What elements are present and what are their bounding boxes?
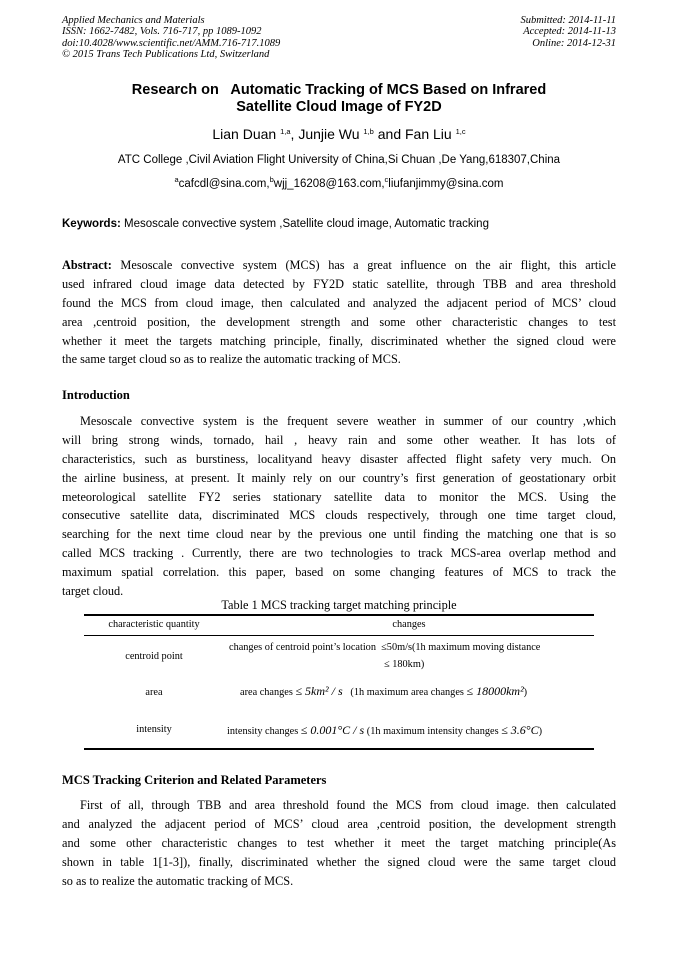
copyright-line: © 2015 Trans Tech Publications Ltd, Switzerland	[62, 48, 270, 60]
row3-change-max-label: (1h maximum intensity changes	[366, 726, 499, 737]
table-cell-quantity: area	[145, 687, 163, 698]
table-caption: Table 1 MCS tracking target matching principle	[221, 598, 457, 612]
submitted-date: Submitted: 2014-11-11	[520, 15, 616, 26]
author-3: Fan Liu	[405, 126, 452, 142]
issn-line: ISSN: 1662-7482, Vols. 716-717, pp 1089-1092	[62, 26, 262, 38]
journal-name: Applied Mechanics and Materials	[62, 15, 205, 26]
author-1-sup: 1,a	[280, 127, 291, 136]
row3-change-rate: ≤ 0.001°C / s	[300, 723, 365, 737]
keywords-label: Keywords:	[62, 218, 121, 230]
intro-line: searching for the next time cloud near by the previous one until finding the matching one that is so	[62, 527, 616, 542]
row2-change-max: ≤ 18000km²	[466, 684, 524, 698]
intro-line: will bring strong winds, tornado, hail , heavy rain and some other weather. It has lots of	[62, 432, 616, 447]
table-bottom-rule	[84, 748, 594, 750]
table-cell-quantity: centroid point	[125, 651, 183, 662]
accepted-date: Accepted: 2014-11-13	[523, 26, 616, 38]
abstract-line: found the MCS from cloud image, then calculated and analyzed the adjacent period of MCS’ cloud	[62, 295, 616, 310]
affiliation: ATC College ,Civil Aviation Flight University of China,Si Chuan ,De Yang,618307,China	[117, 154, 561, 166]
email-c: liufanjimmy@sina.com	[388, 178, 504, 190]
row2-change-rate: ≤ 5km² / s	[295, 684, 343, 698]
email-a: cafcdl@sina.com,	[178, 178, 270, 190]
row1-change-label: changes of centroid point’s location	[229, 642, 376, 653]
author-1: Lian Duan	[212, 126, 277, 142]
abstract-label: Abstract:	[62, 258, 112, 272]
author-3-sup: 1,c	[455, 127, 466, 136]
table-cell-change	[227, 723, 594, 738]
intro-line: target cloud.	[62, 584, 124, 599]
introduction-body	[62, 412, 616, 601]
row2-change-close: )	[523, 687, 528, 698]
keywords-text: Mesoscale convective system ,Satellite cloud image, Automatic tracking	[120, 218, 489, 230]
table-cell-quantity: intensity	[136, 724, 172, 735]
section2-line: First of all, through TBB and area threshold found the MCS from cloud image. then calculated	[80, 798, 616, 812]
table-cell-change	[240, 684, 594, 699]
section2-line: shown in table 1[1-3]), finally, discriminated whether the signed cloud were the same target cloud	[62, 854, 616, 869]
online-date: Online: 2014-12-31	[532, 37, 616, 49]
intro-line: Mesoscale convective system is the frequent severe weather in summer of our country ,which	[80, 414, 616, 428]
email-b-sup: b	[269, 175, 274, 184]
author-sep-2: and	[373, 126, 405, 142]
header-left	[62, 15, 280, 60]
author-2-sup: 1,b	[363, 127, 374, 136]
email-a-sup: a	[174, 175, 179, 184]
email-b: wjj_16208@163.com,	[273, 178, 385, 190]
intro-line: maximum spatial correlation. this paper, based on some changing features of MCS to track the	[62, 565, 616, 580]
author-sep-1: ,	[290, 126, 299, 142]
row2-change-max-label: (1h maximum area changes	[350, 687, 464, 698]
section2-line: and analyzed the adjacent period of MCS’ cloud area ,centroid position, the development strength	[62, 816, 616, 831]
table-header-changes: changes	[392, 619, 426, 630]
email-c-sup: c	[384, 175, 389, 184]
row3-change-label: intensity changes	[227, 726, 299, 737]
intro-line: characteristics, such as burstiness, localityand heavy disaster affected flight safety very much. On	[62, 451, 616, 466]
table-header-rule	[84, 635, 594, 636]
abstract-line: the same target cloud so as to realize the automatic tracking of MCS.	[62, 352, 401, 367]
section2-body	[62, 796, 616, 890]
title-line-2: Satellite Cloud Image of FY2D	[236, 99, 442, 115]
abstract-line: whether it meet the targets matching principle, finally, discriminated whether the signed cloud were	[62, 333, 616, 348]
intro-line: the airline business, at present. It mainly rely on our country’s first generation of geostationary orbit	[62, 470, 616, 485]
section2-line: so as to realize the automatic tracking of MCS.	[62, 873, 294, 888]
author-list	[62, 126, 616, 142]
abstract-line	[62, 256, 616, 275]
introduction-heading: Introduction	[62, 388, 130, 402]
section2-heading: MCS Tracking Criterion and Related Parameters	[62, 773, 327, 787]
author-2: Junjie Wu	[298, 126, 360, 142]
doi-line: doi:10.4028/www.scientific.net/AMM.716-717.1089	[62, 37, 281, 49]
email-list	[62, 175, 616, 190]
row1-change-max: ≤ 180km)	[384, 659, 425, 670]
paper-title	[62, 82, 616, 116]
abstract-line: used infrared cloud image data detected by FY2D static satellite, through TBB and area threshold	[62, 276, 616, 291]
title-line-1: Research on Automatic Tracking of MCS Based on Infrared	[131, 82, 547, 98]
intro-line: meteorological satellite FY2 series stationary satellite data to monitor the MCS. Using the	[62, 489, 616, 504]
intro-line: called MCS tracking . Currently, there are two technologies to track MCS-area overlap method and	[62, 546, 616, 561]
table-cell-change	[229, 642, 594, 653]
row1-change-limit: ≤50m/s(1h maximum moving distance	[381, 642, 541, 653]
table-top-rule	[84, 614, 594, 616]
abstract-line: area ,centroid position, the development strength and some other characteristic changes to test	[62, 314, 616, 329]
section2-line: and some other characteristic changes to test whether it meet the target matching principle(As	[62, 835, 616, 850]
header-right	[520, 15, 616, 49]
row2-change-label: area changes	[240, 687, 293, 698]
abstract	[62, 256, 616, 369]
table-header-quantity: characteristic quantity	[108, 619, 200, 630]
row3-change-close: )	[538, 726, 543, 737]
intro-line: consecutive satellite data, discriminated MCS clouds respectively, through one time target cloud,	[62, 508, 616, 523]
abstract-text: Mesoscale convective system (MCS) has a great influence on the air flight, this article	[111, 258, 616, 272]
keywords	[62, 218, 616, 230]
row3-change-max: ≤ 3.6°C	[501, 723, 539, 737]
